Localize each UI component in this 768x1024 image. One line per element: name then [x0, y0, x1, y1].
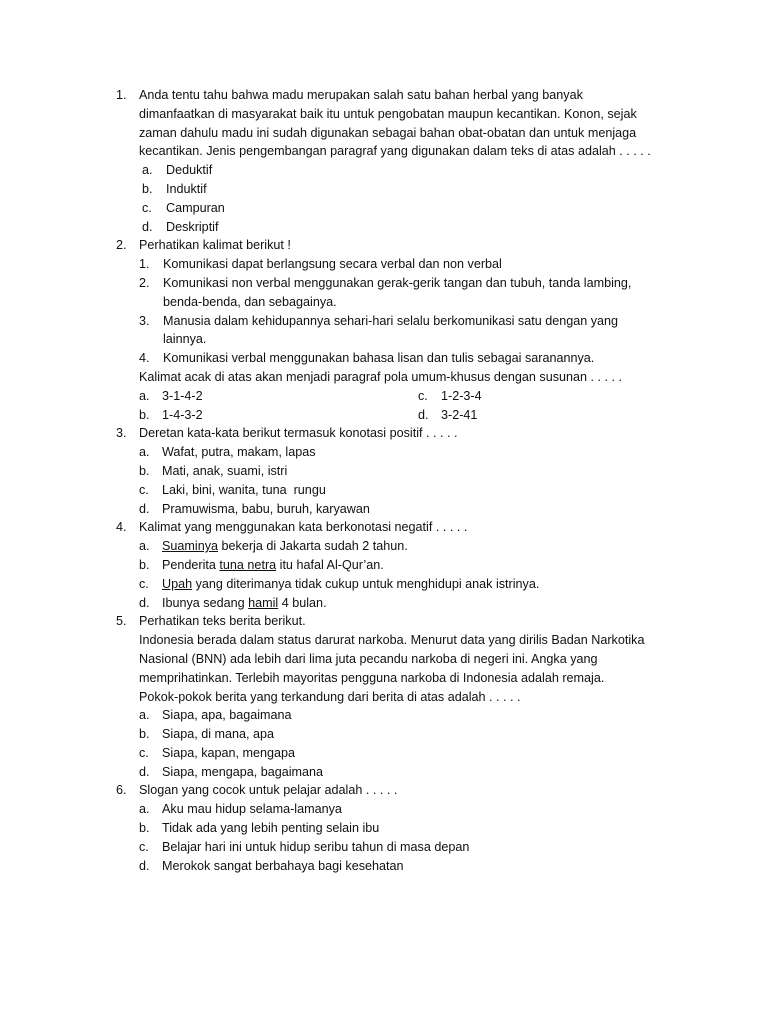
option-text: Deskriptif	[166, 219, 219, 234]
question-text: Kalimat acak di atas akan menjadi paragraf pola umum-khusus dengan susunan . . . . .	[139, 369, 623, 384]
question-6	[0, 781, 768, 875]
option-label: a.	[139, 388, 150, 403]
option-c[interactable]	[418, 387, 482, 406]
option-d[interactable]	[139, 594, 768, 613]
option-row	[139, 387, 768, 406]
option-text: 1-2-3-4	[441, 388, 482, 403]
option-text: Tidak ada yang lebih penting selain ibu	[162, 821, 380, 836]
option-text: 1-4-3-2	[162, 407, 203, 422]
question-number: 1.	[116, 88, 127, 102]
question-text-line: kecantikan. Jenis pengembangan paragraf yang digunakan dalam teks di atas adalah . . . . .	[139, 144, 651, 159]
option-text-pre: Penderita	[162, 557, 220, 572]
option-a[interactable]	[139, 443, 768, 462]
option-b[interactable]	[139, 725, 768, 744]
question-number: 3.	[116, 426, 127, 441]
question-intro: Perhatikan kalimat berikut !	[139, 238, 291, 253]
option-b[interactable]	[139, 819, 768, 838]
option-label: b.	[139, 463, 150, 478]
option-c[interactable]	[139, 481, 768, 500]
option-text: Mati, anak, suami, istri	[162, 463, 288, 478]
sentence-number: 4.	[139, 351, 150, 366]
option-d[interactable]	[139, 857, 768, 876]
question-sheet	[0, 86, 768, 875]
option-text: Siapa, di mana, apa	[162, 727, 275, 742]
question-intro: Slogan yang cocok untuk pelajar adalah . . . . .	[139, 783, 398, 798]
option-text: Belajar hari ini untuk hidup seribu tahun di masa depan	[162, 839, 470, 854]
sentence-text: benda-benda, dan sebagainya.	[163, 294, 337, 309]
option-label: b.	[139, 727, 150, 742]
option-label: a.	[139, 445, 150, 460]
option-text: Laki, bini, wanita, tuna rungu	[162, 482, 326, 497]
option-label: c.	[418, 388, 428, 403]
option-b[interactable]	[139, 406, 203, 425]
option-label: c.	[139, 576, 149, 591]
option-text: Merokok sangat berbahaya bagi kesehatan	[162, 858, 404, 873]
option-label: b.	[139, 557, 150, 572]
question-text: Pokok-pokok berita yang terkandung dari berita di atas adalah . . . . .	[139, 689, 521, 704]
option-label: a.	[142, 163, 153, 178]
option-text-post: yang diterimanya tidak cukup untuk menghidupi anak istrinya.	[192, 576, 540, 591]
option-text: Wafat, putra, makam, lapas	[162, 445, 316, 460]
option-text: Campuran	[166, 200, 225, 215]
sentence-item-2	[139, 274, 768, 312]
question-number: 6.	[116, 783, 127, 798]
question-intro: Perhatikan teks berita berikut.	[139, 614, 306, 629]
option-label: c.	[139, 839, 149, 854]
sentence-text: Komunikasi dapat berlangsung secara verbal dan non verbal	[163, 257, 502, 272]
option-label: d.	[139, 501, 150, 516]
option-text: 3-2-41	[441, 407, 478, 422]
question-5	[0, 612, 768, 781]
underlined-word: tuna netra	[219, 557, 277, 572]
option-text: Pramuwisma, babu, buruh, karyawan	[162, 501, 370, 516]
question-3	[0, 424, 768, 518]
option-text: 3-1-4-2	[162, 388, 203, 403]
option-text-post: itu hafal Al-Qur’an.	[276, 557, 384, 572]
sentence-text: lainnya.	[163, 332, 207, 347]
option-b[interactable]	[139, 462, 768, 481]
option-row	[139, 406, 768, 425]
option-c[interactable]	[139, 838, 768, 857]
question-1	[0, 86, 768, 236]
option-label: a.	[139, 539, 150, 554]
option-text: Deduktif	[166, 163, 213, 178]
option-label: a.	[139, 708, 150, 723]
option-b[interactable]	[139, 180, 768, 199]
option-text: Siapa, apa, bagaimana	[162, 708, 292, 723]
option-label: c.	[142, 200, 152, 215]
option-text-pre: Ibunya sedang	[162, 595, 249, 610]
option-label: c.	[139, 745, 149, 760]
option-label: d.	[139, 858, 150, 873]
option-a[interactable]	[139, 537, 768, 556]
option-c[interactable]	[139, 575, 768, 594]
question-intro: Deretan kata-kata berikut termasuk konotasi positif . . . . .	[139, 426, 458, 441]
sentence-number: 2.	[139, 275, 150, 290]
news-text-line: Nasional (BNN) ada lebih dari lima juta pecandu narkoba di negeri ini. Angka yang	[139, 651, 598, 666]
option-label: d.	[139, 764, 150, 779]
sentence-item-1	[139, 255, 768, 274]
question-4	[0, 518, 768, 612]
option-text-post: bekerja di Jakarta sudah 2 tahun.	[218, 539, 408, 554]
option-text: Induktif	[166, 181, 207, 196]
option-label: b.	[142, 181, 153, 196]
underlined-word: Suaminya	[162, 539, 219, 554]
option-label: a.	[139, 802, 150, 817]
underlined-word: Upah	[162, 576, 193, 591]
option-text: Siapa, kapan, mengapa	[162, 745, 296, 760]
option-text: Siapa, mengapa, bagaimana	[162, 764, 324, 779]
option-label: c.	[139, 482, 149, 497]
question-2	[0, 236, 768, 424]
option-d[interactable]	[139, 500, 768, 519]
option-d[interactable]	[139, 763, 768, 782]
sentence-number: 3.	[139, 313, 150, 328]
question-number: 4.	[116, 520, 127, 535]
option-label: d.	[142, 219, 153, 234]
option-label: d.	[139, 595, 150, 610]
option-label: d.	[418, 407, 429, 422]
option-c[interactable]	[139, 744, 768, 763]
option-a[interactable]	[139, 387, 203, 406]
option-d[interactable]	[418, 406, 477, 425]
question-number: 2.	[116, 238, 127, 253]
option-b[interactable]	[139, 556, 768, 575]
option-a[interactable]	[139, 706, 768, 725]
sentence-text: Manusia dalam kehidupannya sehari-hari selalu berkomunikasi satu dengan yang	[163, 313, 619, 328]
option-c[interactable]	[139, 199, 768, 218]
option-d[interactable]	[139, 218, 768, 237]
option-a[interactable]	[139, 161, 768, 180]
option-text: Aku mau hidup selama-lamanya	[162, 802, 342, 817]
sentence-text: Komunikasi non verbal menggunakan gerak-gerik tangan dan tubuh, tanda lambing,	[163, 275, 632, 290]
question-text-line: Anda tentu tahu bahwa madu merupakan salah satu bahan herbal yang banyak	[139, 88, 583, 102]
option-label: b.	[139, 407, 150, 422]
question-intro: Kalimat yang menggunakan kata berkonotasi negatif . . . . .	[139, 520, 468, 535]
option-a[interactable]	[139, 800, 768, 819]
sentence-number: 1.	[139, 257, 150, 272]
underlined-word: hamil	[248, 595, 279, 610]
sentence-text: Komunikasi verbal menggunakan bahasa lisan dan tulis sebagai saranannya.	[163, 351, 595, 366]
option-label: b.	[139, 821, 150, 836]
option-text-post: 4 bulan.	[278, 595, 327, 610]
question-text-line: dimanfaatkan di masyarakat baik itu untuk pengobatan maupun kecantikan. Konon, sejak	[139, 106, 637, 121]
news-text-line: Indonesia berada dalam status darurat narkoba. Menurut data yang dirilis Badan Narkotika	[139, 633, 645, 648]
sentence-item-4	[139, 349, 768, 368]
question-text-line: zaman dahulu madu ini sudah digunakan sebagai bahan obat-obatan dan untuk menjaga	[139, 125, 637, 140]
news-text-line: memprihatinkan. Terlebih mayoritas pengguna narkoba di Indonesia adalah remaja.	[139, 670, 605, 685]
question-number: 5.	[116, 614, 127, 629]
sentence-item-3	[139, 312, 768, 350]
